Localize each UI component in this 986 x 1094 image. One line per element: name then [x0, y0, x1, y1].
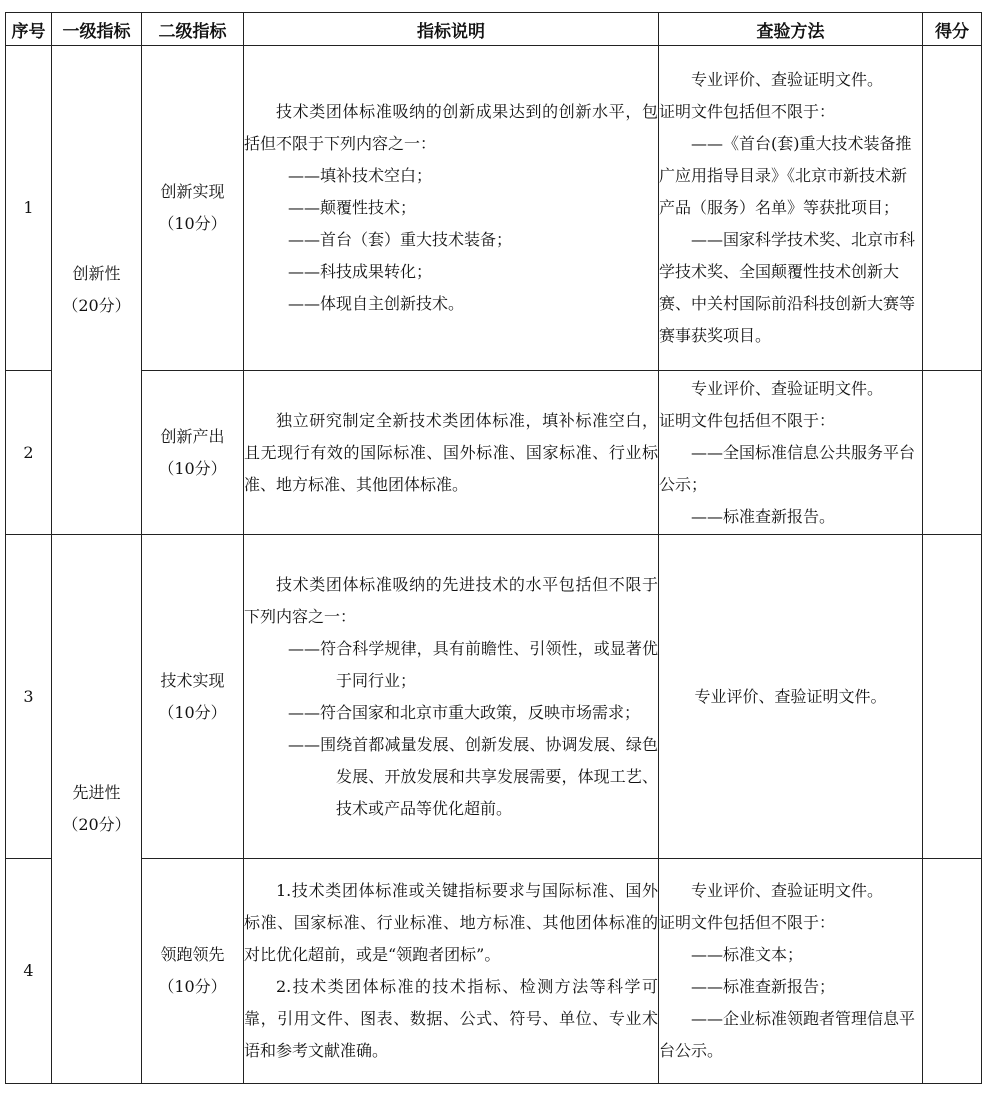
method-line: ——企业标准领跑者管理信息平台公示。: [659, 1009, 916, 1060]
level2-name: 创新产出: [160, 426, 225, 446]
desc-item: ——颠覆性技术；: [288, 198, 417, 217]
header-level2: 二级指标: [142, 13, 244, 46]
header-seq: 序号: [6, 13, 52, 46]
header-level1: 一级指标: [52, 13, 142, 46]
header-method: 查验方法: [659, 13, 923, 46]
table-row: [6, 46, 982, 371]
level2-name: 创新实现: [160, 182, 225, 201]
desc-item: ——围绕首都减量发展、创新发展、协调发展、绿色发展、开放发展和共享发展需要，体现工艺、技术或产品等优化超前。: [288, 734, 658, 818]
desc-cell: [244, 535, 659, 859]
seq-cell: 1: [6, 46, 52, 371]
level2-points: （10分）: [158, 214, 227, 233]
method-cell: [659, 535, 923, 859]
level2-cell: [142, 859, 244, 1084]
level2-points: （10分）: [158, 702, 227, 722]
desc-item: ——首台（套）重大技术装备；: [288, 230, 513, 249]
header-desc: 指标说明: [244, 13, 659, 46]
header-row: [6, 13, 982, 46]
desc-item: ——科技成果转化；: [288, 262, 433, 281]
level2-name: 领跑领先: [160, 945, 225, 964]
desc-paragraph: 2.技术类团体标准的技术指标、检测方法等科学可靠，引用文件、图表、数据、公式、符号、单位、专业术语和参考文献准确。: [244, 977, 658, 1060]
level1-name: 创新性: [72, 264, 121, 283]
method-line: ——标准查新报告。: [691, 506, 836, 526]
method-line: ——全国标准信息公共服务平台公示；: [659, 442, 916, 494]
desc-item: ——符合科学规律，具有前瞻性、引领性，或显著优于同行业；: [288, 638, 658, 690]
score-cell: [923, 535, 982, 859]
desc-item: ——体现自主创新技术。: [288, 294, 465, 313]
method-line: 专业评价、查验证明文件。: [691, 378, 884, 398]
level1-name: 先进性: [72, 783, 121, 802]
seq-cell: 4: [6, 859, 52, 1084]
level2-cell: [142, 46, 244, 371]
method-cell: [659, 859, 923, 1084]
method-line: 专业评价、查验证明文件。: [694, 686, 887, 706]
level1-points: （20分）: [62, 296, 131, 315]
table-row: [6, 371, 982, 535]
desc-intro: 技术类团体标准吸纳的创新成果达到的创新水平，包括但不限于下列内容之一：: [244, 102, 658, 153]
level2-points: （10分）: [158, 458, 227, 478]
desc-cell: [244, 859, 659, 1084]
desc-paragraph: 1.技术类团体标准或关键指标要求与国际标准、国外标准、国家标准、行业标准、地方标准、其他团体标准的对比优化超前，或是“领跑者团标”。: [244, 881, 658, 964]
table-row: [6, 859, 982, 1084]
table-row: [6, 535, 982, 859]
level1-cell: [52, 46, 142, 535]
desc-item: ——填补技术空白；: [288, 166, 433, 185]
method-line: ——国家科学技术奖、北京市科学技术奖、全国颠覆性技术创新大赛、中关村国际前沿科技创新大赛等赛事获奖项目。: [659, 230, 916, 345]
method-line: ——标准查新报告；: [691, 977, 836, 996]
score-cell: [923, 371, 982, 535]
level1-cell: [52, 535, 142, 1084]
method-line: ——《首台(套)重大技术装备推广应用指导目录》《北京市新技术新产品（服务）名单》等获批项目；: [659, 134, 912, 217]
method-line: 证明文件包括但不限于：: [659, 410, 836, 430]
method-line: 证明文件包括但不限于：: [659, 913, 836, 932]
method-line: ——标准文本；: [691, 945, 804, 964]
level2-name: 技术实现: [160, 670, 225, 690]
score-cell: [923, 859, 982, 1084]
score-cell: [923, 46, 982, 371]
seq-cell: 3: [6, 535, 52, 859]
level2-points: （10分）: [158, 977, 227, 996]
method-cell: [659, 371, 923, 535]
method-line: 专业评价、查验证明文件。: [691, 881, 884, 900]
evaluation-table: [5, 12, 982, 1084]
method-line: 证明文件包括但不限于：: [659, 102, 836, 121]
desc-intro: 独立研究制定全新技术类团体标准，填补标准空白，且无现行有效的国际标准、国外标准、国家标准、行业标准、地方标准、其他团体标准。: [244, 410, 658, 494]
desc-item: ——符合国家和北京市重大政策，反映市场需求；: [288, 702, 641, 722]
method-line: 专业评价、查验证明文件。: [691, 70, 884, 89]
method-cell: [659, 46, 923, 371]
desc-cell: [244, 371, 659, 535]
level2-cell: [142, 371, 244, 535]
desc-intro: 技术类团体标准吸纳的先进技术的水平包括但不限于下列内容之一：: [244, 574, 658, 626]
level1-points: （20分）: [62, 815, 131, 834]
seq-cell: 2: [6, 371, 52, 535]
level2-cell: [142, 535, 244, 859]
desc-cell: [244, 46, 659, 371]
header-score: 得分: [923, 13, 982, 46]
